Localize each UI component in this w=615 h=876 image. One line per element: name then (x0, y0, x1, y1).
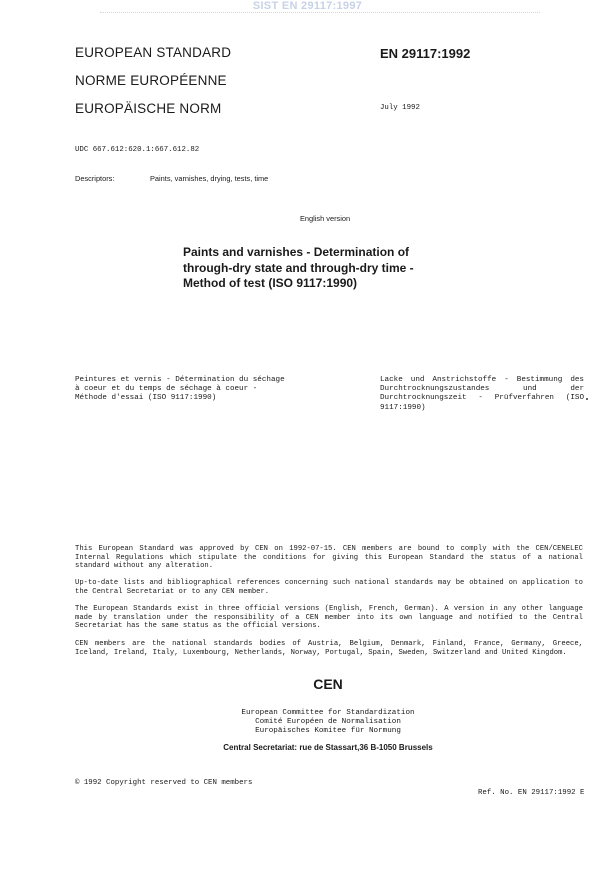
standard-number: EN 29117:1992 (380, 46, 471, 61)
udc-code: UDC 667.612:620.1:667.612.82 (75, 146, 200, 154)
header-european-standard: EUROPEAN STANDARD (75, 45, 232, 60)
paragraph-approval: This European Standard was approved by CEN on 1992-07-15. CEN members are bound to comply with the CEN/CENELEC Internal Regulations which stipulate the conditions for giving this European Standard the status of a national standard without any alteration. (75, 545, 583, 571)
cen-logo-text: CEN (313, 676, 343, 692)
paragraph-lists: Up-to-date lists and bibliographical references concerning such national standards may be obtained on application to the Central Secretariat or to any CEN member. (75, 579, 583, 596)
scan-dot (586, 398, 588, 400)
german-title: Lacke und Anstrichstoffe - Bestimmung des Durchtrocknungszustandes und der Durchtrocknungszeit - Prüfverfahren (ISO 9117:1990) (380, 376, 584, 412)
central-secretariat: Central Secretariat: rue de Stassart,36 B-1050 Brussels (223, 743, 433, 752)
descriptors-value: Paints, varnishes, drying, tests, time (150, 174, 269, 183)
document-title: Paints and varnishes - Determination of through-dry state and through-dry time - Method of test (ISO 9117:1990) (183, 245, 414, 290)
publication-date: July 1992 (380, 104, 420, 112)
french-title: Peintures et vernis - Détermination du séchage à coeur et du temps de séchage à coeur - Méthode d'essai (ISO 9117:1990) (75, 376, 285, 403)
paragraph-versions: The European Standards exist in three official versions (English, French, German). A version in any other language made by translation under the responsibility of a CEN member into its own language and notified to the Central Secretariat has the same status as the official versions. (75, 605, 583, 631)
paragraph-members: CEN members are the national standards bodies of Austria, Belgium, Denmark, Finland, France, Germany, Greece, Iceland, Ireland, Italy, Luxembourg, Netherlands, Norway, Portugal, Spain, Sweden, Switzerland and United Kingdom. (75, 640, 583, 657)
copyright-notice: © 1992 Copyright reserved to CEN members (75, 779, 253, 787)
cen-name-german: Europäisches Komitee für Normung (255, 727, 401, 735)
descriptors-label: Descriptors: (75, 174, 115, 183)
language-version: English version (300, 214, 351, 223)
scan-artifact-line (100, 12, 540, 14)
reference-number: Ref. No. EN 29117:1992 E (478, 789, 585, 797)
watermark: SIST EN 29117:1997 (252, 0, 363, 12)
cen-name-english: European Committee for Standardization (241, 709, 415, 717)
header-europaische-norm: EUROPÄISCHE NORM (75, 101, 222, 116)
header-norme-europeenne: NORME EUROPÉENNE (75, 73, 227, 88)
cen-name-french: Comité Européen de Normalisation (255, 718, 401, 726)
